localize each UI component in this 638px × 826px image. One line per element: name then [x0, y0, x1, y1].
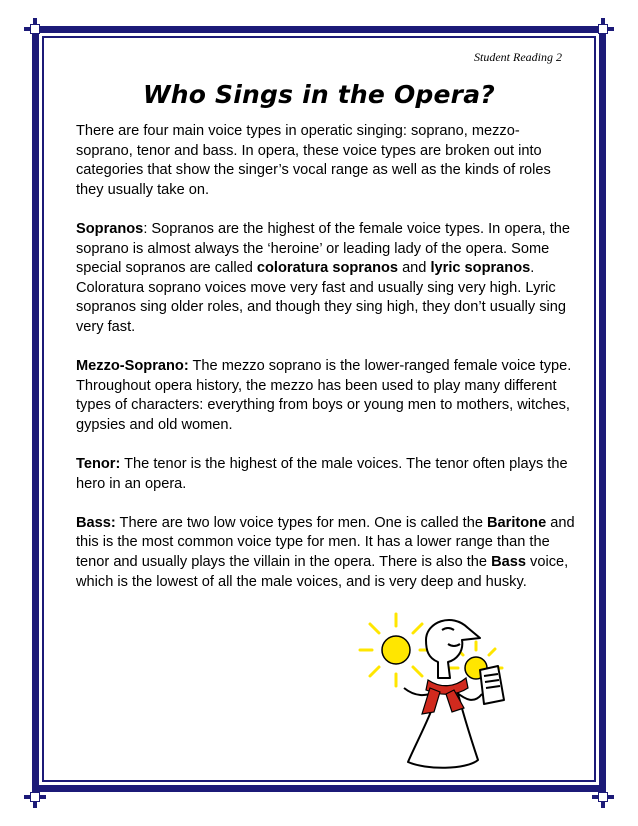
bass-paragraph — [76, 514, 576, 592]
corner-ornament-icon — [592, 18, 614, 40]
sopranos-paragraph — [76, 220, 576, 338]
tenor-term: Tenor: — [76, 456, 121, 473]
page-title: Who Sings in the Opera? — [143, 80, 495, 109]
bass-text: voice, which is the lowest of all the male voices, and is very deep and husky. — [76, 554, 569, 590]
sopranos-text: : Sopranos are the highest of the female voice types. In opera, the soprano is almost always the ‘heroine’ or leading lady of the opera. Some special sopranos are called — [76, 220, 571, 277]
bass-text: There are two low voice types for men. One is called the — [115, 514, 487, 531]
corner-ornament-icon — [24, 786, 46, 808]
corner-ornament-icon — [24, 18, 46, 40]
bass-term: Bass: — [76, 514, 116, 531]
mezzo-term: Mezzo-Soprano: — [76, 358, 189, 375]
bass-text: and this is the most common voice type for men. It has a lower range than the tenor and usually plays the villain in the opera. There is also the — [76, 514, 575, 571]
mezzo-text: The mezzo soprano is the lower-ranged female voice type. Throughout opera history, the mezzo has been used to play many different types of characters: everything from boys or young men to mothers, witches, gypsies and old women. — [76, 358, 572, 433]
intro-paragraph: There are four main voice types in operatic singing: soprano, mezzo-soprano, tenor and bass. In opera, these voice types are broken out into categories that show the singer’s vocal range as well as the kinds of roles they usually take on. — [76, 123, 551, 198]
tenor-text: The tenor is the highest of the male voices. The tenor often plays the hero in an opera. — [76, 456, 568, 492]
sopranos-text: . Coloratura soprano voices move very fast and usually sing very high. Lyric sopranos sing older roles, and though they sing high, they don’t usually sing very fast. — [76, 260, 567, 335]
opera-singer-illustration — [356, 604, 526, 774]
bass-voice-term: Bass — [491, 554, 526, 571]
mezzo-paragraph — [76, 357, 576, 435]
corner-ornament-icon — [592, 786, 614, 808]
reading-body — [76, 122, 576, 612]
coloratura-term: coloratura sopranos — [256, 260, 399, 277]
tenor-paragraph — [76, 455, 576, 494]
sopranos-text: and — [398, 260, 431, 277]
sun-burst-icon — [360, 614, 432, 686]
sopranos-term: Sopranos — [76, 220, 144, 237]
baritone-term: Baritone — [487, 514, 547, 531]
lyric-term: lyric sopranos — [430, 260, 531, 277]
student-reading-label: Student Reading 2 — [474, 50, 562, 64]
